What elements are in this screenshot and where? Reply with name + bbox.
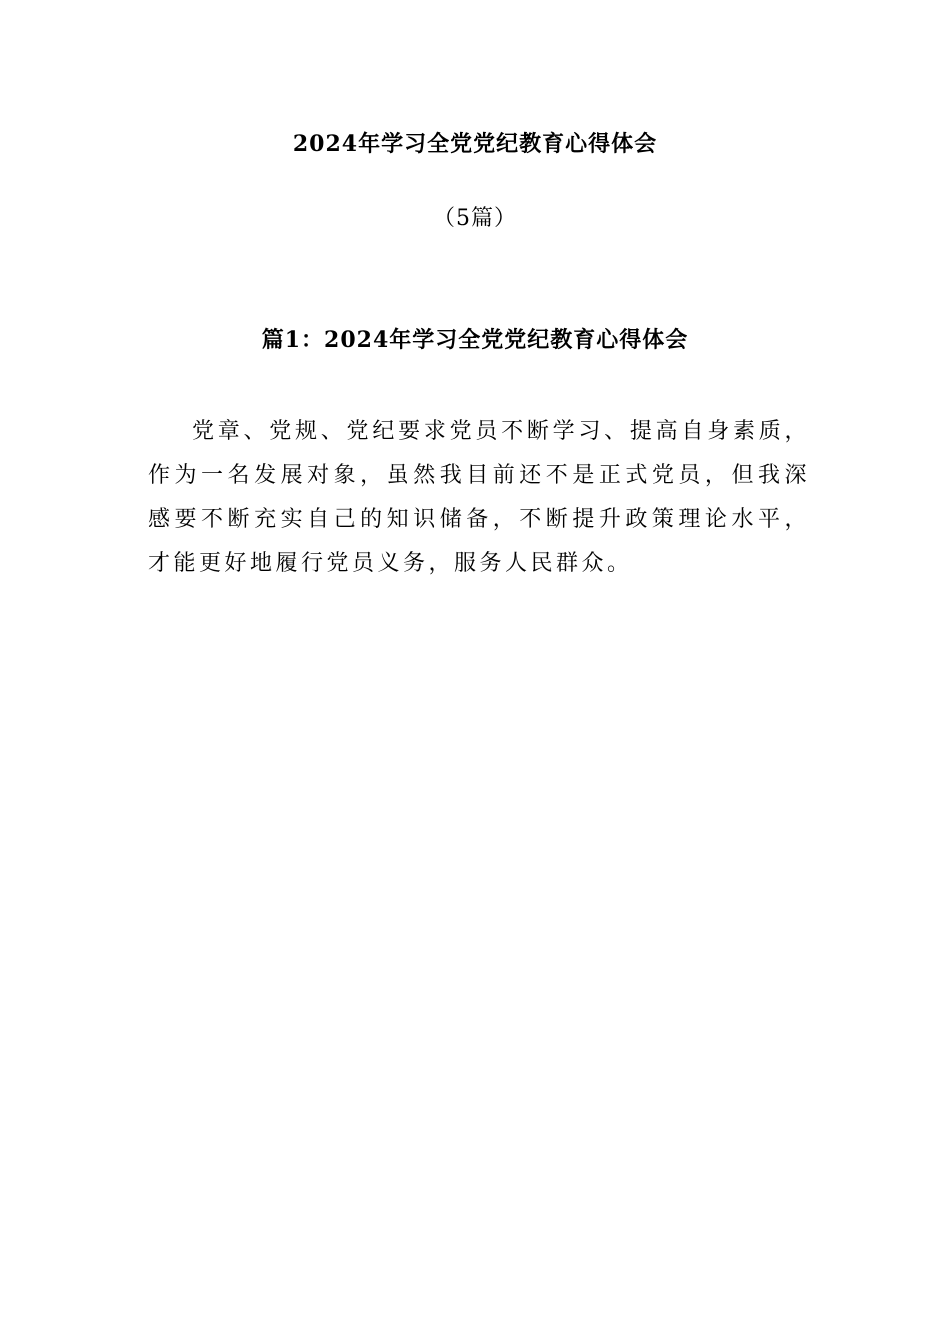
body-paragraph: 党章、党规、党纪要求党员不断学习、提高自身素质，作为一名发展对象，虽然我目前还不是正式党员，但我深感要不断充实自己的知识储备，不断提升政策理论水平，才能更好地履行党员义务，服务人民群众。 <box>148 419 810 576</box>
document-subtitle: （5篇） <box>433 206 517 231</box>
document-title: 2024年学习全党党纪教育心得体会 <box>292 131 658 157</box>
section-heading: 篇1：2024年学习全党党纪教育心得体会 <box>261 327 689 353</box>
